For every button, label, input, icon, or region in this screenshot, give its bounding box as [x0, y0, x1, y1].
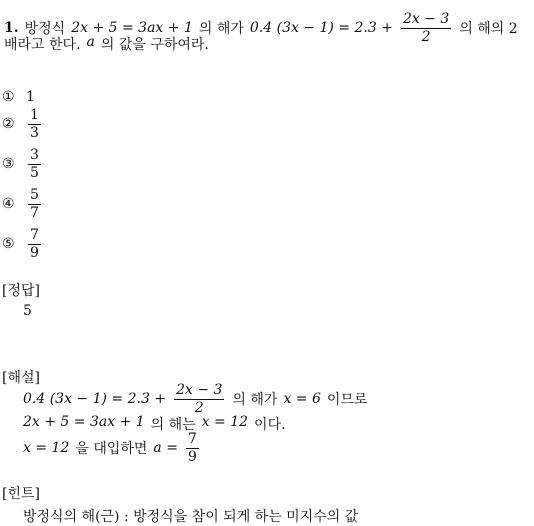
explanation-line-1 [23, 380, 367, 418]
explanation-fraction-3 [186, 432, 199, 464]
choice-numerator: 5 [30, 187, 39, 203]
choice-numerator: 1 [30, 107, 39, 123]
answer-value: 5 [23, 303, 32, 319]
choice-marker: ⑤ [2, 236, 15, 253]
choice-fraction [28, 188, 41, 220]
choice-fraction [28, 228, 41, 260]
question-text-suffix: 의 해의 2 [459, 21, 518, 37]
explanation-result-1: x = 6 [283, 391, 321, 407]
explanation-label: [해설] [2, 370, 40, 386]
choice-numerator: 3 [30, 147, 39, 163]
question-equation-2: 0.4 (3x − 1) = 2.3 + [249, 20, 393, 36]
question-fraction-denominator: 2 [421, 28, 431, 45]
choice-marker: ② [2, 116, 15, 133]
choice-denominator: 7 [30, 204, 39, 221]
question-equation-1: 2x + 5 = 3ax + 1 [71, 20, 193, 36]
choice-2[interactable] [2, 108, 43, 140]
explanation-result-3: a = [153, 440, 178, 456]
explanation-text-3: 을 대입하면 [75, 441, 148, 457]
question-fraction-numerator: 2x − 3 [402, 10, 450, 27]
choice-marker: ① [2, 89, 15, 105]
question-variable: a [86, 34, 95, 50]
choice-numerator: 7 [30, 227, 39, 243]
choice-denominator: 9 [30, 244, 39, 261]
explanation-fraction-3-denominator: 9 [187, 448, 197, 465]
explanation-equation-3: x = 12 [23, 440, 70, 456]
choice-5[interactable] [2, 228, 43, 260]
explanation-text-2: 의 해는 [150, 417, 196, 433]
question-text-line2-start: 배라고 한다. [4, 37, 81, 53]
explanation-fraction-1 [174, 383, 224, 415]
explanation-result-2: x = 12 [201, 414, 249, 430]
question-text-mid: 의 해가 [198, 21, 244, 37]
question-number: 1. [4, 20, 19, 36]
question-text-prefix: 방정식 [24, 21, 66, 37]
choice-denominator: 5 [30, 164, 39, 181]
explanation-end-1: 이므로 [326, 392, 368, 408]
choice-marker: ③ [2, 156, 15, 173]
hint-label: [힌트] [2, 486, 40, 502]
answer-label: [정답] [2, 283, 40, 299]
explanation-text-1: 의 해가 [232, 392, 278, 408]
explanation-end-2: 이다. [254, 417, 286, 433]
choice-4[interactable] [2, 188, 43, 220]
choice-fraction [28, 148, 41, 180]
question-fraction [401, 12, 451, 44]
explanation-equation-1: 0.4 (3x − 1) = 2.3 + [23, 391, 167, 407]
choice-fraction [28, 108, 41, 140]
question-text-line2-end: 의 값을 구하여라. [100, 37, 209, 53]
explanation-line-3 [23, 428, 201, 468]
choice-denominator: 3 [30, 124, 39, 141]
choice-value: 1 [26, 89, 35, 105]
choice-1[interactable] [2, 89, 35, 105]
explanation-fraction-3-numerator: 7 [187, 430, 197, 447]
explanation-equation-2: 2x + 5 = 3ax + 1 [23, 414, 145, 430]
question-line-2 [4, 34, 209, 54]
choice-marker: ④ [2, 196, 15, 213]
choice-3[interactable] [2, 148, 43, 180]
hint-text: 방정식의 해(근) : 방정식을 참이 되게 하는 미지수의 값 [23, 509, 359, 525]
explanation-fraction-1-denominator: 2 [194, 399, 204, 416]
explanation-fraction-1-numerator: 2x − 3 [176, 381, 223, 398]
